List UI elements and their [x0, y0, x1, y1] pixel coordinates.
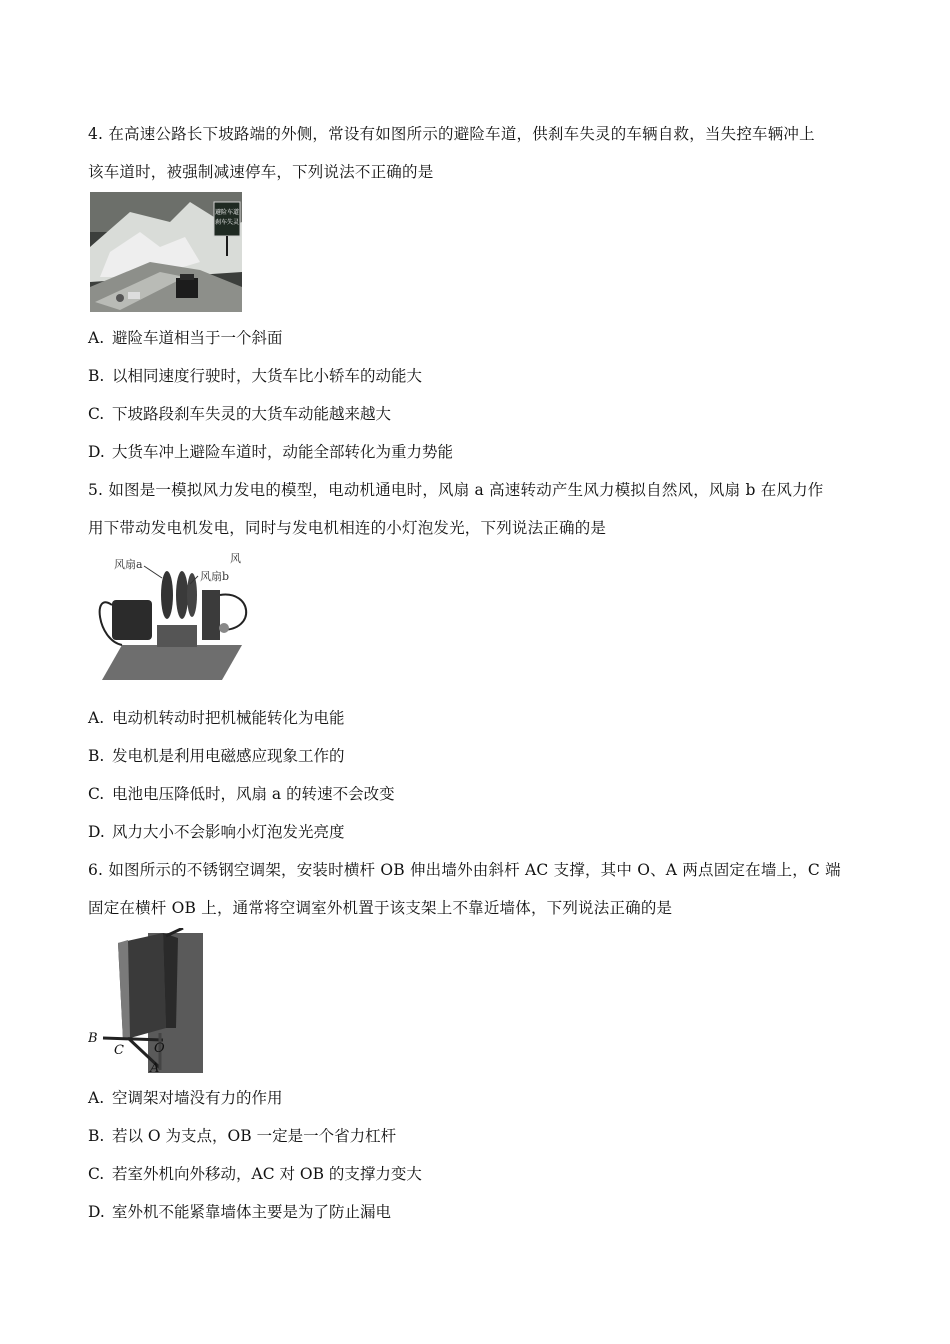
q4-option-d: D. 大货车冲上避险车道时，动能全部转化为重力势能 — [88, 443, 454, 461]
q5-option-d: D. 风力大小不会影响小灯泡发光亮度 — [88, 823, 345, 841]
q5-option-b: B. 发电机是利用电磁感应现象工作的 — [88, 747, 345, 765]
q4-option-b: B. 以相同速度行驶时，大货车比小轿车的动能大 — [88, 367, 423, 385]
label-b: B — [88, 1031, 98, 1046]
q4-stem-line2: 该车道时，被强制减速停车，下列说法不正确的是 — [88, 163, 434, 181]
wind-label: 风 — [230, 552, 241, 565]
q4-stem-line1: 4. 在高速公路长下坡路端的外侧，常设有如图所示的避险车道，供刹车失灵的车辆自救，当失控车辆冲上 — [88, 125, 815, 143]
q5-figure-wind-generator-model — [92, 550, 252, 685]
label-c: C — [114, 1043, 124, 1058]
q6-stem-line2: 固定在横杆 OB 上，通常将空调室外机置于该支架上不靠近墙体，下列说法正确的是 — [88, 899, 673, 917]
q4-option-a: A. 避险车道相当于一个斜面 — [88, 329, 283, 347]
q5-option-a: A. 电动机转动时把机械能转化为电能 — [88, 709, 345, 727]
sign-text-line2: 刹车失灵 — [214, 219, 240, 226]
fan-b-label: 风扇b — [200, 570, 230, 583]
q5-stem-line1: 5. 如图是一模拟风力发电的模型，电动机通电时，风扇 a 高速转动产生风力模拟自然风，风扇 b 在风力作 — [88, 481, 824, 499]
label-a: A — [150, 1061, 160, 1073]
q6-option-a: A. 空调架对墙没有力的作用 — [88, 1089, 283, 1107]
q4-figure-escape-lane-photo — [90, 192, 242, 312]
q6-option-b: B. 若以 O 为支点，OB 一定是一个省力杠杆 — [88, 1127, 397, 1145]
sign-text-line1: 避险车道 — [214, 209, 240, 216]
q5-option-c: C. 电池电压降低时，风扇 a 的转速不会改变 — [88, 785, 395, 803]
label-o: O — [154, 1041, 165, 1056]
fan-a-label: 风扇a — [114, 558, 143, 571]
q6-stem-line1: 6. 如图所示的不锈钢空调架，安装时横杆 OB 伸出墙外由斜杆 AC 支撑，其中 O、A 两点固定在墙上，C 端 — [88, 861, 841, 879]
q5-stem-line2: 用下带动发电机发电，同时与发电机相连的小灯泡发光，下列说法正确的是 — [88, 519, 607, 537]
q6-figure-ac-bracket — [88, 928, 208, 1073]
q6-option-c: C. 若室外机向外移动，AC 对 OB 的支撑力变大 — [88, 1165, 422, 1183]
q6-option-d: D. 室外机不能紧靠墙体主要是为了防止漏电 — [88, 1203, 392, 1221]
q4-option-c: C. 下坡路段刹车失灵的大货车动能越来越大 — [88, 405, 392, 423]
